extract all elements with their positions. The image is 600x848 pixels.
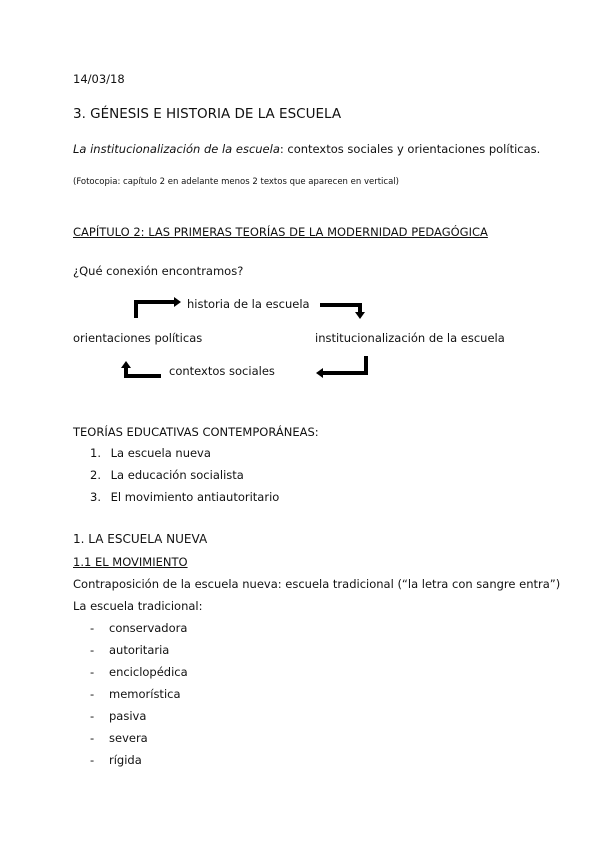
page-title: 3. GÉNESIS E HISTORIA DE LA ESCUELA	[73, 106, 342, 122]
list-item	[90, 621, 188, 635]
list-item	[90, 687, 181, 701]
arrowhead-top-right-icon	[355, 312, 365, 319]
question: ¿Qué conexión encontramos?	[73, 264, 244, 278]
list-item-label: La escuela nueva	[110, 446, 211, 460]
subtitle-italic: La institucionalización de la escuela	[73, 142, 280, 156]
arrow-bottom-right-icon	[323, 356, 366, 373]
list-item	[90, 468, 244, 482]
subtitle-rest: : contextos sociales y orientaciones políticas.	[279, 142, 541, 156]
list-item-number: 1.	[90, 446, 101, 460]
dash-bullet: -	[90, 643, 95, 657]
dash-bullet: -	[90, 621, 95, 635]
list-item-label: La educación socialista	[110, 468, 244, 482]
diagram-top-label: historia de la escuela	[187, 297, 310, 311]
dash-bullet: -	[90, 753, 95, 767]
dash-bullet: -	[90, 709, 95, 723]
list-item	[90, 490, 279, 504]
trait-label: pasiva	[109, 709, 147, 723]
arrowhead-bottom-left-icon	[121, 361, 131, 368]
list-item-label: El movimiento antiautoritario	[110, 490, 280, 504]
arrow-top-left-icon	[136, 302, 174, 318]
diagram-left-label: orientaciones políticas	[73, 331, 203, 345]
trait-label: autoritaria	[109, 643, 170, 657]
dash-bullet: -	[90, 687, 95, 701]
arrow-top-right-icon	[320, 305, 360, 312]
diagram-right-label: institucionalización de la escuela	[315, 331, 505, 345]
trait-label: conservadora	[109, 621, 188, 635]
list-item-number: 2.	[90, 468, 101, 482]
trait-label: rígida	[109, 753, 142, 767]
diagram-bottom-label: contextos sociales	[169, 364, 275, 378]
contrast-line: Contraposición de la escuela nueva: escuela tradicional (“la letra con sangre entra”)	[73, 577, 561, 591]
list-item	[90, 709, 147, 723]
document-date: 14/03/18	[73, 72, 125, 86]
photocopy-note: (Fotocopia: capítulo 2 en adelante menos 2 textos que aparecen en vertical)	[73, 177, 399, 187]
trait-label: severa	[109, 731, 148, 745]
list-item	[90, 665, 188, 679]
section-heading: 1. LA ESCUELA NUEVA	[73, 532, 208, 546]
list-item-number: 3.	[90, 490, 101, 504]
subsection-heading: 1.1 EL MOVIMIENTO	[73, 555, 188, 569]
list-item	[90, 643, 170, 657]
arrowhead-top-left-icon	[174, 297, 181, 307]
arrow-bottom-left-icon	[126, 368, 161, 376]
chapter-heading: CAPÍTULO 2: LAS PRIMERAS TEORÍAS DE LA MODERNIDAD PEDAGÓGICA	[73, 225, 488, 239]
trait-label: enciclopédica	[109, 665, 188, 679]
list-item	[90, 731, 148, 745]
dash-bullet: -	[90, 665, 95, 679]
list-item	[90, 446, 211, 460]
dash-bullet: -	[90, 731, 95, 745]
trait-label: memorística	[109, 687, 181, 701]
theories-heading: TEORÍAS EDUCATIVAS CONTEMPORÁNEAS:	[73, 425, 319, 439]
arrowhead-bottom-right-icon	[316, 368, 323, 378]
list-item	[90, 753, 142, 767]
traditional-school-label: La escuela tradicional:	[73, 599, 203, 613]
